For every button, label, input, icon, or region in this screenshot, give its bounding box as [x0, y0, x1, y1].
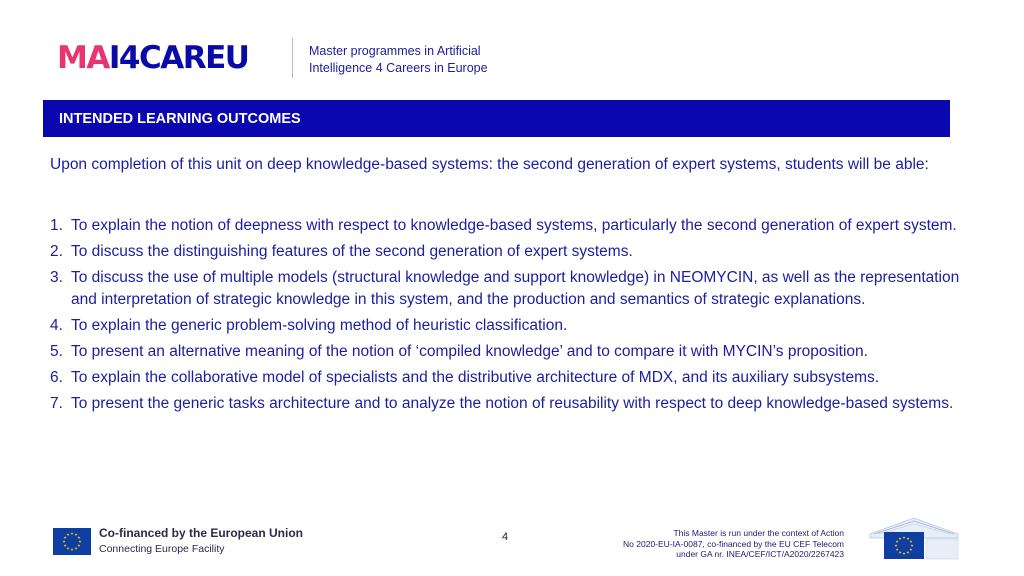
item-text: To discuss the distinguishing features of the second generation of expert systems.: [71, 243, 633, 260]
item-number: 6.: [50, 369, 63, 386]
page-number: 4: [502, 531, 509, 543]
eu-star-icon: [75, 546, 78, 549]
section-header: [43, 100, 950, 137]
eu-cofinance-badge: [53, 526, 303, 556]
eu-star-icon: [78, 536, 81, 539]
eu-star-icon: [71, 548, 74, 551]
eu-star-icon: [67, 546, 70, 549]
section-title: INTENDED LEARNING OUTCOMES: [59, 110, 301, 127]
list-item: [50, 367, 960, 389]
tagline-line-2: Intelligence 4 Careers in Europe: [309, 61, 488, 75]
item-number: 4.: [50, 317, 63, 334]
programme-tagline: [309, 43, 488, 77]
logo-divider: [292, 38, 293, 78]
eu-flag-icon: [53, 528, 91, 555]
item-number: 5.: [50, 343, 63, 360]
item-text: To discuss the use of multiple models (structural knowledge and support knowledge) in NEOMYCIN, as well as the representation and interpretation of strategic knowledge in this system, and the production and semantics of strategic explanations.: [71, 269, 960, 308]
item-text: To explain the generic problem-solving method of heuristic classification.: [71, 317, 568, 334]
item-text: To present the generic tasks architecture and to analyze the notion of reusability with respect to deep knowledge-based systems.: [71, 395, 954, 412]
eu-star-icon: [67, 533, 70, 536]
item-number: 2.: [50, 243, 63, 260]
eu-cofinance-title: Co-financed by the European Union: [99, 526, 304, 540]
item-number: 1.: [50, 217, 63, 234]
intro-paragraph: Upon completion of this unit on deep knowledge-based systems: the second generation of expert systems, students will be able:: [50, 156, 929, 173]
action-note: [623, 528, 844, 560]
action-note-line-3: under GA nr. INEA/CEF/ICT/A2020/2267423: [676, 549, 844, 559]
item-text: To explain the collaborative model of specialists and the distributive architecture of MDX, and its auxiliary subsystems.: [71, 369, 880, 386]
eu-star-icon: [64, 536, 67, 539]
list-item: [50, 315, 960, 337]
action-note-line-2: No 2020-EU-IA-0087, co-financed by the EU CEF Telecom: [623, 538, 844, 549]
item-text: To explain the notion of deepness with respect to knowledge-based systems, particularly the second generation of expert system.: [71, 217, 957, 234]
eu-star-icon: [75, 533, 78, 536]
eu-star-icon: [78, 544, 81, 547]
item-number: 3.: [50, 269, 63, 286]
brand-logo: [57, 38, 248, 78]
list-item: [50, 215, 960, 237]
eu-star-icon: [64, 544, 67, 547]
tagline-line-1: Master programmes in Artificial: [309, 44, 481, 58]
european-commission-logo: [864, 512, 964, 560]
item-number: 7.: [50, 395, 63, 412]
logo-part-i4car: I4CAR: [108, 39, 206, 76]
list-item: [50, 267, 960, 311]
eu-star-icon: [79, 540, 82, 543]
mai4careu-wordmark: [57, 39, 249, 76]
item-text: To present an alternative meaning of the notion of ‘compiled knowledge’ and to compare it with MYCIN’s proposition.: [71, 343, 868, 360]
action-note-line-1: This Master is run under the context of Action: [673, 528, 844, 538]
logo-part-ma: MA: [57, 39, 109, 76]
logo-part-eu: EU: [205, 39, 249, 76]
eu-star-icon: [71, 532, 74, 535]
list-item: [50, 241, 960, 263]
eu-cofinance-subtitle: Connecting Europe Facility: [99, 543, 225, 555]
eu-star-icon: [63, 540, 66, 543]
list-item: [50, 341, 960, 363]
list-item: [50, 393, 960, 415]
learning-outcomes-list: [50, 215, 960, 419]
